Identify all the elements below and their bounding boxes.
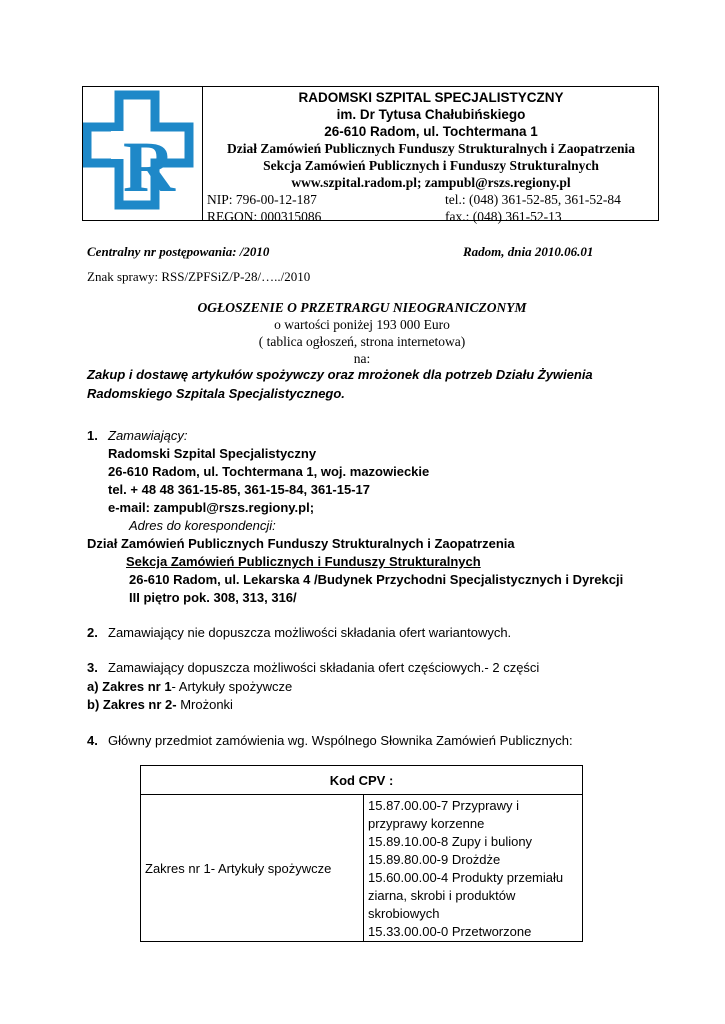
cpv-header: Kod CPV :: [141, 766, 583, 795]
section-2-number: 2.: [87, 625, 98, 640]
scope-1-text: - Artykuły spożywcze: [171, 679, 293, 694]
announcement-subject-line1: Zakup i dostawę artykułów spożywczy oraz mrożonek dla potrzeb Działu Żywienia: [87, 367, 593, 382]
cpv-scope: Zakres nr 1- Artykuły spożywcze: [141, 795, 364, 942]
nip-tel-row: [204, 191, 658, 208]
cpv-code-line: 15.33.00.00-0 Przetworzone: [368, 924, 532, 939]
cpv-table: [140, 765, 583, 942]
correspondence-department: Dział Zamówień Publicznych Funduszy Strukturalnych i Zaopatrzenia: [87, 536, 515, 551]
svg-text:R: R: [123, 127, 175, 207]
case-number: Centralny nr postępowania: /2010: [87, 244, 270, 259]
section-4-text: Główny przedmiot zamówienia wg. Wspólnego Słownika Zamówień Publicznych:: [108, 733, 573, 748]
hospital-logo-icon: [83, 87, 201, 220]
regon: REGON: 000315086: [207, 209, 322, 224]
fax: fax.: (048) 361-52-13: [445, 209, 562, 224]
table-row: [141, 795, 583, 942]
hospital-section: Sekcja Zamówień Publicznych i Funduszy Strukturalnych: [263, 158, 599, 173]
announcement-where: ( tablica ogłoszeń, strona internetowa): [258, 334, 466, 349]
cpv-codes: [364, 795, 583, 942]
announcement-value: o wartości poniżej 193 000 Euro: [274, 317, 450, 332]
cpv-header-row: [141, 766, 583, 795]
nip: NIP: 796-00-12-187: [207, 192, 317, 207]
hospital-patron: im. Dr Tytusa Chałubińskiego: [336, 107, 526, 122]
correspondence-label: Adres do korespondencji:: [129, 518, 276, 533]
scope-2-label: b) Zakres nr 2-: [87, 697, 177, 712]
section-3-number: 3.: [87, 660, 98, 675]
hospital-department: Dział Zamówień Publicznych Funduszy Strukturalnych i Zaopatrzenia: [226, 141, 636, 156]
section-4-number: 4.: [87, 733, 98, 748]
cpv-code-line: przyprawy korzenne: [368, 816, 485, 831]
cpv-code-line: ziarna, skrobi i produktów: [368, 888, 516, 903]
cpv-code-line: 15.87.00.00-7 Przyprawy i: [368, 798, 520, 813]
buyer-address: 26-610 Radom, ul. Tochtermana 1, woj. mazowieckie: [108, 464, 430, 479]
section-3-text: Zamawiający dopuszcza możliwości składania ofert częściowych.- 2 części: [108, 660, 540, 675]
case-reference: Znak sprawy: RSS/ZPFSiZ/P-28/…../2010: [87, 269, 311, 284]
hospital-web-email: www.szpital.radom.pl; zampubl@rszs.regiony.pl: [291, 175, 571, 190]
cpv-code-line: 15.89.80.00-9 Drożdże: [368, 852, 501, 867]
section-1-number: 1.: [87, 428, 98, 443]
scope-2: [87, 697, 233, 712]
section-2-text: Zamawiający nie dopuszcza możliwości składania ofert wariantowych.: [108, 625, 512, 640]
scope-2-text: Mrożonki: [176, 697, 233, 712]
hospital-name: RADOMSKI SZPITAL SPECJALISTYCZNY: [298, 90, 564, 105]
section-1-label: Zamawiający:: [108, 428, 188, 443]
regon-fax-row: [204, 208, 658, 225]
logo-cell: [83, 87, 203, 220]
buyer-phone: tel. + 48 48 361-15-85, 361-15-84, 361-15-17: [108, 482, 370, 497]
letterhead-text: [204, 87, 658, 225]
letterhead: [82, 86, 659, 224]
announcement-subject-line2: Radomskiego Szpitala Specjalistycznego.: [87, 386, 345, 401]
scope-1-label: a) Zakres nr 1: [87, 679, 172, 694]
cpv-code-line: 15.60.00.00-4 Produkty przemiału: [368, 870, 564, 885]
buyer-name: Radomski Szpital Specjalistyczny: [108, 446, 317, 461]
correspondence-address-line1: 26-610 Radom, ul. Lekarska 4 /Budynek Przychodni Specjalistycznych i Dyrekcji: [129, 572, 624, 587]
hospital-address: 26-610 Radom, ul. Tochtermana 1: [324, 124, 538, 139]
scope-1: [87, 679, 292, 694]
announcement-na: na:: [353, 351, 371, 366]
cpv-code-line: skrobiowych: [368, 906, 440, 921]
cpv-code-line: 15.89.10.00-8 Zupy i buliony: [368, 834, 533, 849]
document-date: Radom, dnia 2010.06.01: [463, 244, 594, 259]
correspondence-address-line2: III piętro pok. 308, 313, 316/: [129, 590, 297, 605]
announcement-title: OGŁOSZENIE O PRZETRARGU NIEOGRANICZONYM: [197, 300, 527, 315]
buyer-email: e-mail: zampubl@rszs.regiony.pl;: [108, 500, 315, 515]
tel: tel.: (048) 361-52-85, 361-52-84: [445, 192, 621, 207]
correspondence-section: Sekcja Zamówień Publicznych i Funduszy Strukturalnych: [126, 554, 481, 569]
